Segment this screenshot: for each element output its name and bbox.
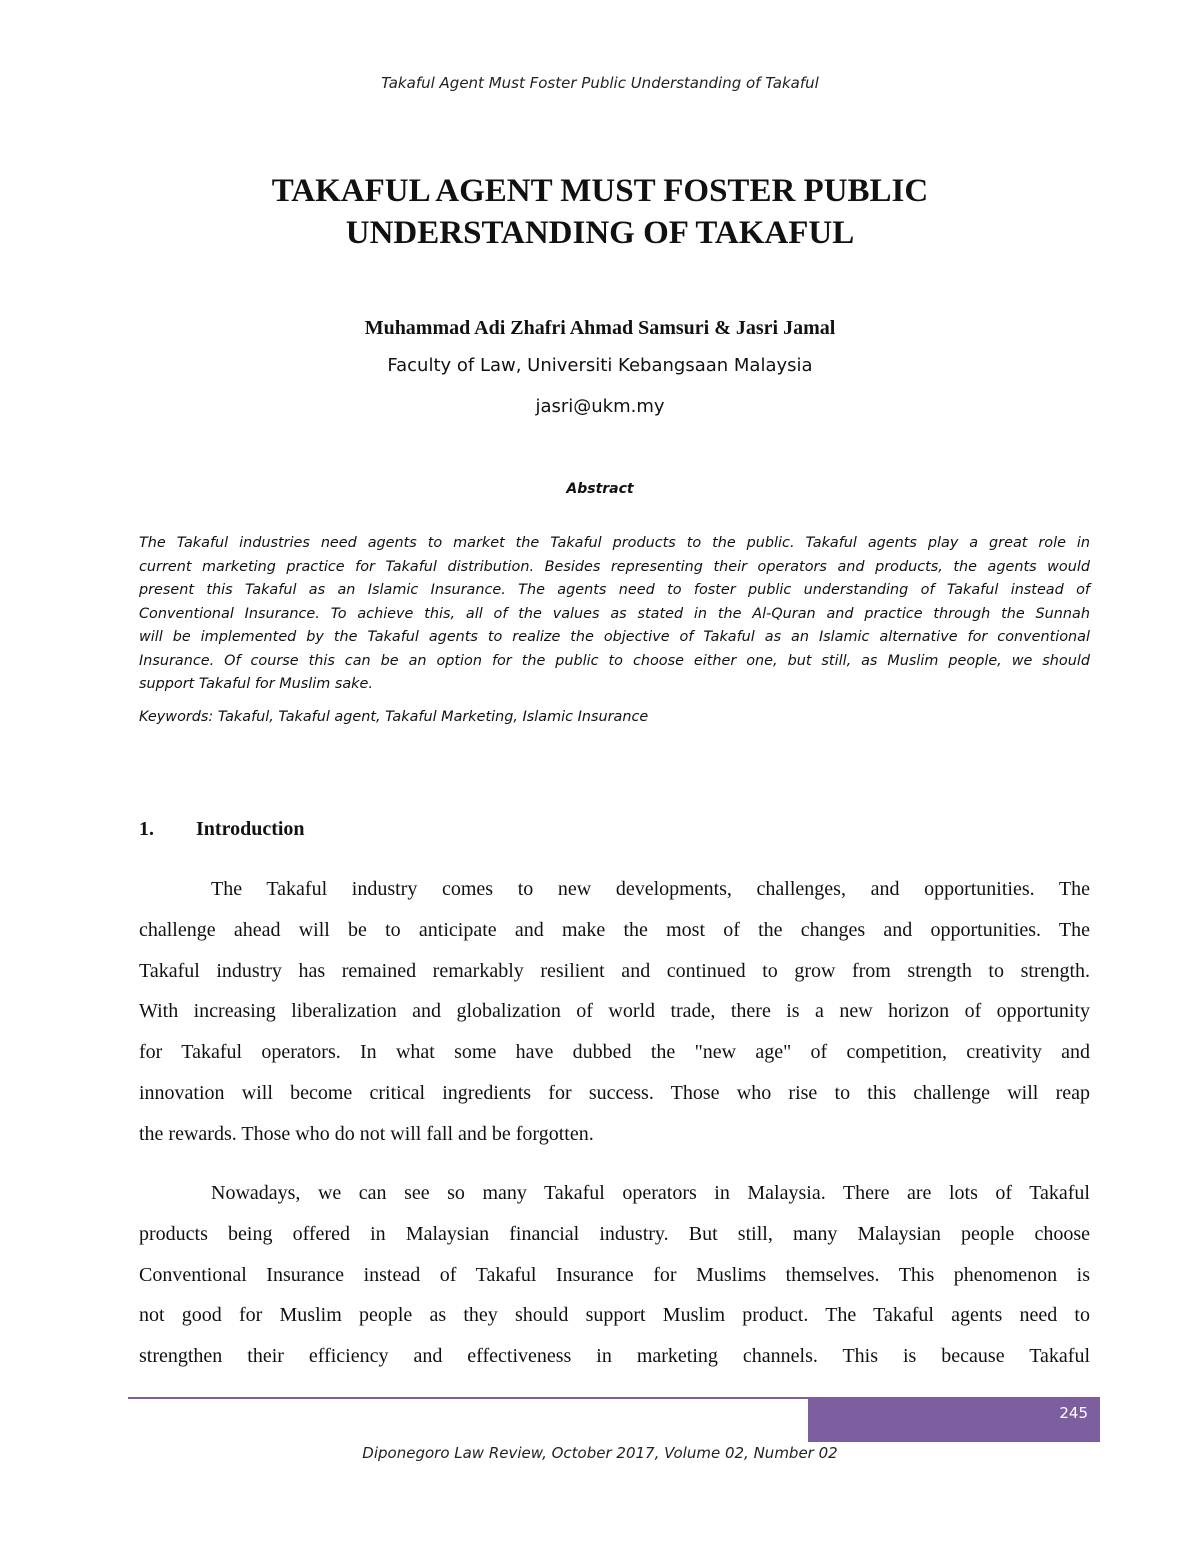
page-number: 245 [1059, 1404, 1088, 1422]
paragraph-line: products being offered in Malaysian financial industry. But still, many Malaysian people choose [139, 1222, 1090, 1245]
abstract-body [139, 532, 1090, 697]
paragraph-line: the rewards. Those who do not will fall and be forgotten. [139, 1122, 594, 1145]
title-line-1: TAKAFUL AGENT MUST FOSTER PUBLIC [271, 173, 929, 209]
author-affiliation: Faculty of Law, Universiti Kebangsaan Malaysia [387, 355, 813, 376]
paragraph-line: strengthen their efficiency and effectiveness in marketing channels. This is because Takaful [139, 1345, 1090, 1368]
section-heading-introduction [139, 818, 305, 841]
running-header: Takaful Agent Must Foster Public Understanding of Takaful [381, 74, 819, 92]
paragraph-line: not good for Muslim people as they should support Muslim product. The Takaful agents need to [139, 1304, 1090, 1327]
paper-title [150, 170, 1050, 254]
paragraph-line: for Takaful operators. In what some have dubbed the "new age" of competition, creativity and [139, 1041, 1090, 1064]
abstract-line: Insurance. Of course this can be an option for the public to choose either one, but still, as Muslim people, we should [139, 652, 1090, 669]
paragraph-line: Nowadays, we can see so many Takaful operators in Malaysia. There are lots of Takaful [211, 1182, 1090, 1204]
section-number: 1. [139, 818, 154, 840]
introduction-paragraph-2 [139, 1173, 1090, 1377]
paragraph-line: With increasing liberalization and globalization of world trade, there is a new horizon of opportunity [139, 1000, 1090, 1023]
abstract-line: current marketing practice for Takaful distribution. Besides representing their operators and products, the agents would [139, 558, 1090, 575]
author-names: Muhammad Adi Zhafri Ahmad Samsuri & Jasri Jamal [364, 317, 836, 339]
title-line-2: UNDERSTANDING OF TAKAFUL [345, 215, 855, 251]
abstract-line: support Takaful for Muslim sake. [139, 676, 373, 692]
abstract-heading: Abstract [566, 481, 634, 497]
paragraph-line: innovation will become critical ingredients for success. Those who rise to this challenge will reap [139, 1081, 1090, 1104]
paragraph-line: challenge ahead will be to anticipate and make the most of the changes and opportunities. The [139, 918, 1090, 941]
keywords: Keywords: Takaful, Takaful agent, Takaful Marketing, Islamic Insurance [139, 709, 649, 725]
paragraph-line: Conventional Insurance instead of Takaful Insurance for Muslims themselves. This phenomenon is [139, 1263, 1090, 1286]
section-title: Introduction [196, 818, 305, 840]
abstract-line: will be implemented by the Takaful agents to realize the objective of Takaful as an Islamic alternative for conventional [139, 629, 1090, 645]
journal-footer: Diponegoro Law Review, October 2017, Volume 02, Number 02 [362, 1444, 838, 1462]
paragraph-line: The Takaful industry comes to new developments, challenges, and opportunities. The [211, 878, 1090, 900]
paragraph-line: Takaful industry has remained remarkably resilient and continued to grow from strength to strength. [139, 959, 1090, 982]
introduction-paragraph-1 [139, 869, 1090, 1155]
author-email: jasri@ukm.my [535, 396, 665, 417]
abstract-line: present this Takaful as an Islamic Insurance. The agents need to foster public understanding of Takaful instead of [139, 582, 1090, 598]
abstract-line: Conventional Insurance. To achieve this, all of the values as stated in the Al-Quran and practice through the Sunnah [139, 605, 1090, 622]
page-number-box [808, 1399, 1100, 1442]
abstract-line: The Takaful industries need agents to market the Takaful products to the public. Takaful agents play a great role in [139, 535, 1090, 551]
